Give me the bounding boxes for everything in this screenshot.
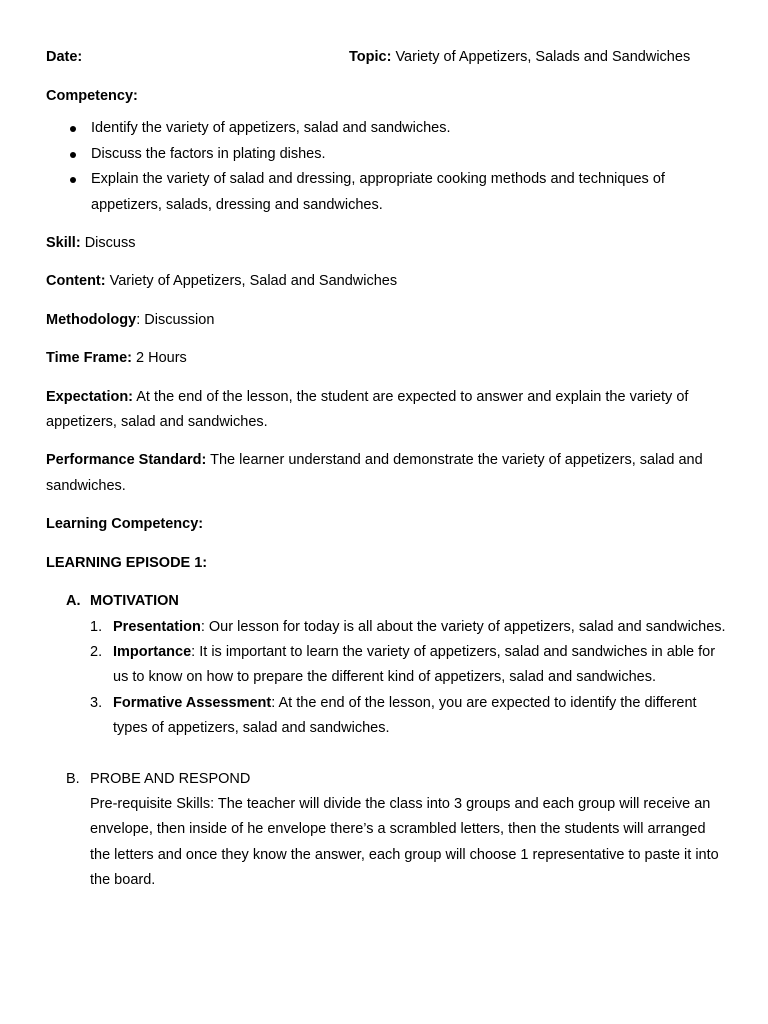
- lesson-plan-page: [46, 45, 726, 894]
- methodology-line: [46, 308, 726, 333]
- expectation-label: Expectation:: [46, 388, 134, 405]
- section-letter: A.: [66, 593, 81, 610]
- performance-standard-paragraph: [46, 448, 726, 499]
- item-text: : It is important to learn the variety of appetizers, salad and sandwiches in able for us to know on how to prepare the different kind of appetizers, salad and sandwiches.: [113, 643, 716, 686]
- expectation-value: At the end of the lesson, the student are expected to answer and explain the variety of appetizers, salad and sandwiches.: [46, 388, 689, 431]
- performance-standard-value: The learner understand and demonstrate the variety of appetizers, salad and sandwiches.: [46, 452, 703, 494]
- section-letter: B.: [66, 770, 80, 787]
- item-text: : Our lesson for today is all about the variety of appetizers, salad and sandwiches.: [200, 618, 726, 635]
- skill-value: Discuss: [84, 235, 136, 252]
- episode-title: LEARNING EPISODE 1:: [46, 554, 208, 571]
- date-label: Date:: [46, 49, 83, 65]
- expectation-paragraph: [46, 385, 726, 436]
- competency-item-text: Identify the variety of appetizers, salad and sandwiches.: [91, 120, 451, 137]
- motivation-list: [46, 615, 726, 742]
- bullet-icon: [70, 152, 76, 158]
- learning-competency-label: Learning Competency:: [46, 516, 204, 533]
- item-label: Formative Assessment: [113, 694, 272, 711]
- item-number: 1.: [90, 618, 103, 635]
- time-frame-value: 2 Hours: [136, 350, 187, 367]
- competency-list: [46, 116, 726, 218]
- list-item: [46, 167, 726, 218]
- content-value: Variety of Appetizers, Salad and Sandwiches: [109, 273, 398, 290]
- list-item: [46, 640, 726, 691]
- list-item: [46, 142, 726, 167]
- bullet-icon: [70, 126, 76, 132]
- list-item: [46, 691, 726, 742]
- competency-item-text: Discuss the factors in plating dishes.: [91, 145, 326, 162]
- skill-label: Skill:: [46, 235, 81, 252]
- time-frame-line: [46, 346, 726, 371]
- competency-label: Competency:: [46, 88, 138, 104]
- topic-line: [349, 45, 690, 70]
- competency-heading: [46, 84, 726, 109]
- item-label: Presentation: [113, 618, 201, 635]
- header-row: [46, 45, 726, 71]
- item-number: 2.: [90, 643, 103, 660]
- content-label: Content:: [46, 273, 106, 290]
- methodology-value: : Discussion: [136, 311, 215, 328]
- probe-paragraph: Pre-requisite Skills: The teacher will divide the class into 3 groups and each group will receive an envelope, then inside of he envelope there’s a scrambled letters, then the students will arranged the letters and once they know the answer, each group will choose 1 representative to paste it into the board.: [90, 795, 719, 889]
- methodology-label: Methodology: [46, 311, 137, 328]
- topic-value: Variety of Appetizers, Salads and Sandwiches: [395, 49, 691, 65]
- item-text: : At the end of the lesson, you are expected to identify the different types of appetizers, salad and sandwiches.: [113, 694, 697, 737]
- list-item: [46, 615, 726, 640]
- competency-item-text: Explain the variety of salad and dressing, appropriate cooking methods and techniques of appetizers, salads, dressing and sandwiches.: [91, 171, 665, 213]
- topic-label: Topic:: [349, 49, 392, 65]
- motivation-title: MOTIVATION: [90, 593, 179, 610]
- performance-standard-label: Performance Standard:: [46, 452, 207, 469]
- list-item: [46, 116, 726, 141]
- motivation-heading: [46, 589, 726, 614]
- item-number: 3.: [90, 694, 103, 711]
- episode-heading: [46, 551, 726, 576]
- skill-line: [46, 231, 726, 256]
- learning-competency-line: [46, 512, 726, 537]
- bullet-icon: [70, 177, 76, 183]
- time-frame-label: Time Frame:: [46, 350, 132, 367]
- probe-heading: [46, 767, 726, 792]
- content-line: [46, 269, 726, 294]
- probe-title: PROBE AND RESPOND: [90, 770, 251, 787]
- item-label: Importance: [113, 643, 192, 660]
